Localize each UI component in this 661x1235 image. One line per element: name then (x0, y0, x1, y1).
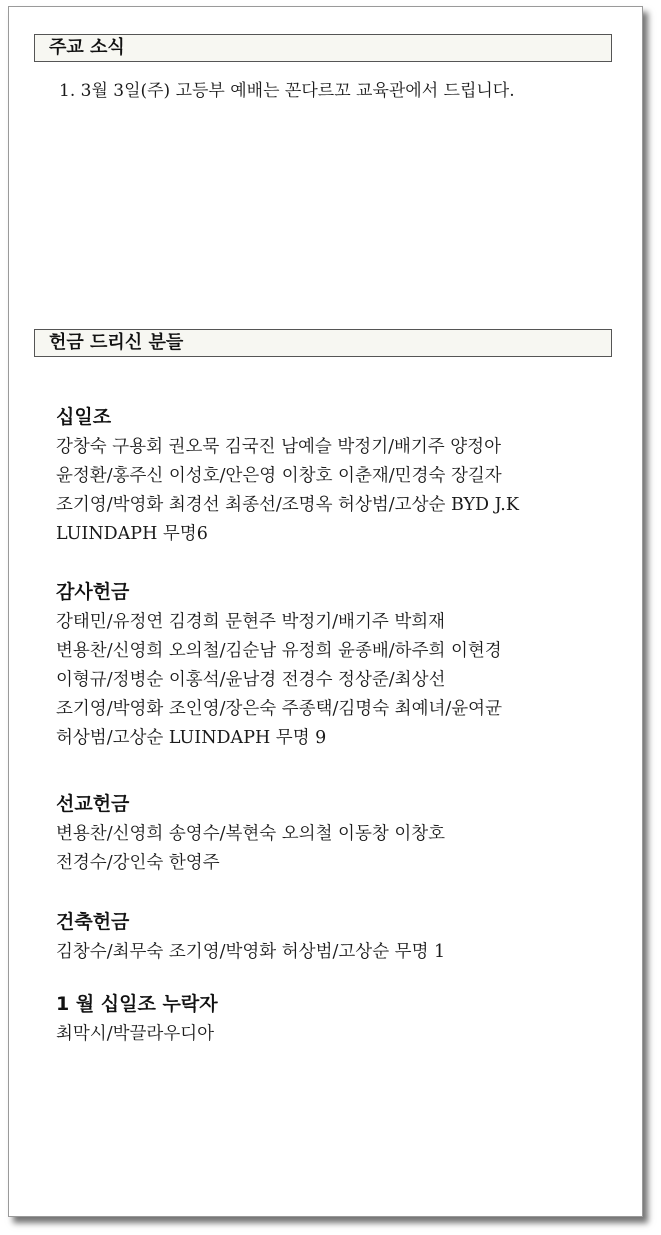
mission-line: 변용찬/신영희 송영수/복현숙 오의철 이동창 이창호 (56, 824, 446, 844)
building-line: 김창수/최무숙 조기영/박영화 허상범/고상순 무명 1 (56, 942, 446, 962)
church-news-item: 1. 3월 3일(주) 고등부 예배는 꼰다르꼬 교육관에서 드립니다. (59, 81, 515, 101)
group-title-building: 건축헌금 (56, 911, 130, 933)
tithe-line: 윤정환/홍주신 이성호/안은영 이창호 이춘재/민경숙 장길자 (56, 466, 502, 486)
group-title-tithe: 십일조 (56, 406, 112, 428)
church-news-header: 주교 소식 (34, 34, 612, 62)
tithe-line: 강창숙 구용회 권오묵 김국진 남예슬 박정기/배기주 양정아 (56, 437, 501, 457)
thanksgiving-line: 이형규/정병순 이홍석/윤남경 전경수 정상준/최상선 (56, 670, 446, 690)
mission-line: 전경수/강인숙 한영주 (56, 853, 220, 873)
group-title-thanksgiving: 감사헌금 (56, 581, 130, 603)
thanksgiving-line: 허상범/고상순 LUINDAPH 무명 9 (56, 728, 327, 748)
bulletin-page (8, 6, 643, 1217)
thanksgiving-line: 변용찬/신영희 오의철/김순남 유정희 윤종배/하주희 이현경 (56, 641, 502, 661)
offerings-header: 헌금 드리신 분들 (34, 329, 612, 357)
group-title-mission: 선교헌금 (56, 793, 130, 815)
tithe-line: LUINDAPH 무명6 (56, 524, 208, 544)
thanksgiving-line: 조기영/박영화 조인영/장은숙 주종택/김명숙 최예녀/윤여균 (56, 699, 502, 719)
thanksgiving-line: 강태민/유정연 김경희 문현주 박정기/배기주 박희재 (56, 612, 446, 632)
tithe-omitted-line: 최막시/박끌라우디아 (56, 1024, 215, 1044)
tithe-line: 조기영/박영화 최경선 최종선/조명옥 허상범/고상순 BYD J.K (56, 495, 519, 515)
group-title-tithe-omitted: 1 월 십일조 누락자 (56, 993, 218, 1015)
